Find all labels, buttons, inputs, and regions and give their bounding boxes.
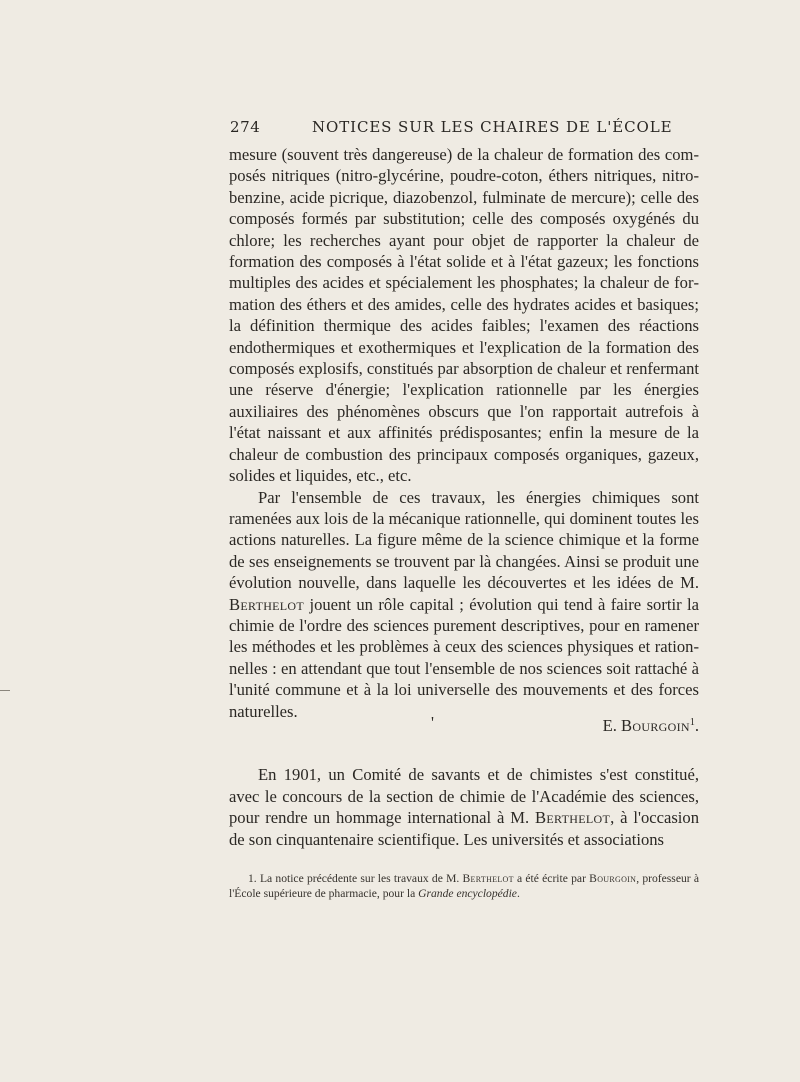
- footnote-part-1: La notice précédente sur les travaux de M.: [259, 872, 463, 885]
- section-two: [229, 764, 699, 850]
- footnote-name-2: Bourgoin: [589, 872, 637, 885]
- signature-end: .: [694, 716, 699, 735]
- footnote-end: .: [516, 886, 520, 900]
- paragraph-3-name: Berthelot: [535, 808, 611, 828]
- paragraph-3-part-2: , à l'occasion de son cinquantenaire scientifique. Les universités et associations: [229, 808, 699, 849]
- footnote-part-3: , professeur à l'École supérieure de pharmacie, pour la: [229, 872, 699, 900]
- signature-mark: ': [431, 713, 434, 732]
- footnote-number: 1.: [248, 872, 260, 885]
- paragraph-2-part-1: Par l'ensemble de ces travaux, les énergies chimiques sont ramenées aux lois de la mécanique rationnelle, qui dominent toutes les actions naturelles. La figure même de la science chimique et la forme de ses enseignements se trouvent par là changées. Ainsi se produit une évolution nouvelle, dans laquelle les découvertes et les idées de M.: [229, 487, 699, 593]
- page-number: 274: [230, 118, 261, 136]
- footnote-reference: 1: [689, 717, 695, 728]
- footnote-name-1: Berthelot: [462, 872, 514, 885]
- paragraph-2: [229, 487, 699, 722]
- running-title: NOTICES SUR LES CHAIRES DE L'ÉCOLE: [312, 118, 673, 136]
- signature-initial: E.: [602, 716, 622, 735]
- author-name-berthelot: Berthelot: [229, 594, 305, 614]
- paragraph-1: mesure (souvent très dangereuse) de la chaleur de formation des composés nitriques (nitro-glycérine, poudre-coton, éthers nitriques, nitrobenzine, acide picrique, diazobenzol, fulminate de mercure); celle des composés formés par substitution; celle des composés oxygénés du chlore; les recherches ayant pour objet de rapporter la chaleur de formation des composés à l'état solide et à l'état gazeux; les fonctions multiples des acides et spécialement les phosphates; la chaleur de formation des éthers et des amides, celle des hydrates acides et basiques; la définition thermique des acides faibles; l'examen des réactions endothermiques et exothermiques et l'explication de la formation des composés explosifs, constitués par absorption de chaleur et renfermant une réserve d'énergie; l'explication rationnelle par les énergies auxiliaires des phénomènes obscurs que l'on rapportait autrefois à l'état naissant et aux affinités prédisposantes; enfin la mesure de la chaleur de combustion des principaux composés organiques, gazeux, solides et liquides, etc., etc.: [229, 145, 699, 486]
- signature-name: [603, 712, 699, 736]
- signature-surname: Bourgoin: [621, 716, 690, 735]
- footnote: [229, 872, 699, 901]
- paragraph-3: [229, 764, 699, 850]
- paragraph-2-part-2: jouent un rôle capital ; évolution qui tend à faire sortir la chimie de l'ordre des sciences purement descriptives, pour en ramener les méthodes et les problèmes à ceux des sciences physiques et rationnelles : en attendant que tout l'ensemble de nos sciences soit rattaché à l'unité commune et à la loi universelle des mouvements et des forces naturelles.: [229, 594, 699, 721]
- paragraph-3-part-1: En 1901, un Comité de savants et de chimistes s'est constitué, avec le concours de la section de chimie de l'Académie des sciences, pour rendre un hommage international à M.: [229, 765, 699, 828]
- footnote-work: Grande encyclopédie: [418, 886, 517, 900]
- margin-mark: [0, 690, 10, 691]
- footnote-part-2: a été écrite par: [513, 872, 590, 885]
- page-header: [230, 118, 700, 138]
- footnote-text: [229, 872, 699, 901]
- body-text: [229, 144, 699, 722]
